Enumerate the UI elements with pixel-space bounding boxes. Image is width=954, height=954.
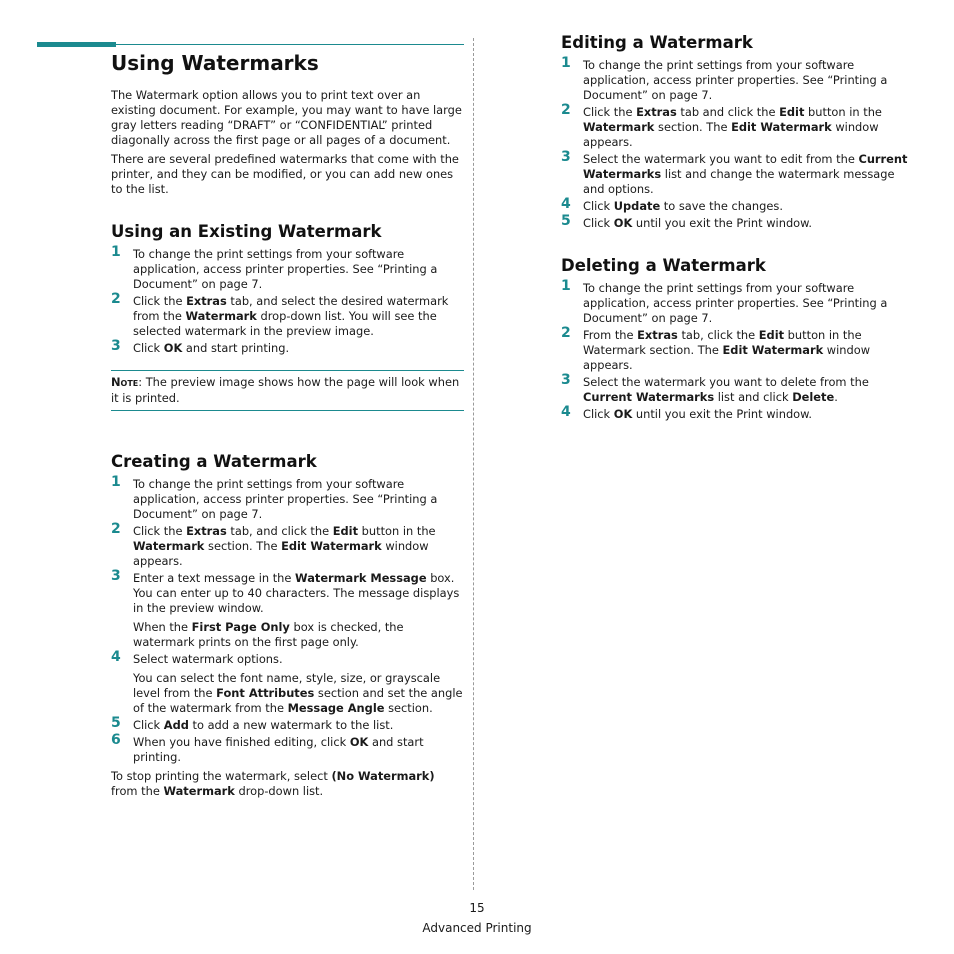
step-number: 1 <box>111 474 121 490</box>
step-item <box>111 568 464 616</box>
step-text: Select the watermark you want to edit from the Current Watermarks list and change the watermark message and options. <box>583 152 908 196</box>
step-text: Enter a text message in the Watermark Message box. You can enter up to 40 characters. The message displays in the preview window. <box>133 571 460 615</box>
step-item <box>111 649 464 667</box>
step-item <box>111 244 464 292</box>
step-text: Click Update to save the changes. <box>583 199 783 213</box>
step-text: From the Extras tab, click the Edit button in the Watermark section. The Edit Watermark window appears. <box>583 328 871 372</box>
step-text: Click the Extras tab, and select the desired watermark from the Watermark drop-down list. You will see the selected watermark in the preview image. <box>133 294 449 338</box>
step-item <box>561 325 913 373</box>
step-text: Click OK and start printing. <box>133 341 290 355</box>
note-box <box>111 370 464 411</box>
step-item <box>561 372 913 405</box>
step-number: 6 <box>111 732 121 748</box>
step-number: 2 <box>111 291 121 307</box>
note-label: Note <box>111 375 139 389</box>
step-item <box>111 521 464 569</box>
step-text: Click Add to add a new watermark to the list. <box>133 718 394 732</box>
step-text: To change the print settings from your software application, access printer properties. See “Printing a Document” on page 7. <box>583 281 888 325</box>
step-number: 5 <box>561 213 571 229</box>
stop-printing-paragraph: To stop printing the watermark, select (No Watermark) from the Watermark drop-down list. <box>111 769 435 798</box>
step-number: 3 <box>561 149 571 165</box>
step-item <box>561 278 913 326</box>
step-text: To change the print settings from your software application, access printer properties. See “Printing a Document” on page 7. <box>583 58 888 102</box>
step-number: 4 <box>561 196 571 212</box>
right-column <box>561 32 913 424</box>
step-text: Select the watermark you want to delete from the Current Watermarks list and click Delete. <box>583 375 869 404</box>
step-item <box>111 291 464 339</box>
intro-paragraph-2: There are several predefined watermarks that come with the printer, and they can be modified, or you can add new ones to the list. <box>111 152 459 196</box>
step-text: Click OK until you exit the Print window. <box>583 216 813 230</box>
step-item <box>561 55 913 103</box>
creating-steps <box>111 474 464 765</box>
step-number: 4 <box>561 404 571 420</box>
section-heading-creating: Creating a Watermark <box>111 452 317 471</box>
note-text: : The preview image shows how the page will look when it is printed. <box>111 375 460 405</box>
step-subnote: You can select the font name, style, size, or grayscale level from the Font Attributes section and set the angle of the watermark from the Message Angle section. <box>133 671 463 715</box>
step-number: 2 <box>111 521 121 537</box>
header-accent-bar <box>37 42 116 47</box>
step-text: Click the Extras tab, and click the Edit button in the Watermark section. The Edit Watermark window appears. <box>133 524 436 568</box>
step-text: Click the Extras tab and click the Edit button in the Watermark section. The Edit Watermark window appears. <box>583 105 882 149</box>
step-text: Click OK until you exit the Print window. <box>583 407 813 421</box>
step-item <box>561 196 913 214</box>
step-number: 1 <box>561 278 571 294</box>
footer-section-title: Advanced Printing <box>422 921 532 935</box>
step-item <box>111 338 464 356</box>
intro-paragraph-1: The Watermark option allows you to print text over an existing document. For example, you may want to have large gray letters reading “DRAFT” or “CONFIDENTIAL” printed diagonally across the first page or all pages of a document. <box>111 88 462 147</box>
step-number: 1 <box>561 55 571 71</box>
step-number: 2 <box>561 102 571 118</box>
page-number: 15 <box>469 901 485 915</box>
existing-steps <box>111 244 464 356</box>
step-number: 2 <box>561 325 571 341</box>
step-subnote: When the First Page Only box is checked, the watermark prints on the first page only. <box>133 620 404 649</box>
step-text: To change the print settings from your software application, access printer properties. See “Printing a Document” on page 7. <box>133 247 438 291</box>
step-number: 4 <box>111 649 121 665</box>
deleting-steps <box>561 278 913 422</box>
editing-steps <box>561 55 913 231</box>
step-text: Select watermark options. <box>133 652 283 666</box>
step-number: 1 <box>111 244 121 260</box>
step-number: 5 <box>111 715 121 731</box>
section-heading-deleting: Deleting a Watermark <box>561 256 766 275</box>
step-text: When you have finished editing, click OK and start printing. <box>133 735 424 764</box>
section-heading-editing: Editing a Watermark <box>561 33 753 52</box>
step-item <box>561 102 913 150</box>
step-item <box>561 404 913 422</box>
section-heading-existing: Using an Existing Watermark <box>111 222 382 241</box>
step-number: 3 <box>111 568 121 584</box>
step-number: 3 <box>111 338 121 354</box>
page-title: Using Watermarks <box>111 51 319 75</box>
step-item <box>111 474 464 522</box>
header-rule <box>116 44 464 45</box>
step-item <box>111 715 464 733</box>
step-text: To change the print settings from your software application, access printer properties. See “Printing a Document” on page 7. <box>133 477 438 521</box>
column-divider <box>473 38 474 890</box>
step-item <box>561 149 913 197</box>
step-item <box>111 732 464 765</box>
left-column <box>111 50 464 803</box>
step-item <box>561 213 913 231</box>
step-number: 3 <box>561 372 571 388</box>
